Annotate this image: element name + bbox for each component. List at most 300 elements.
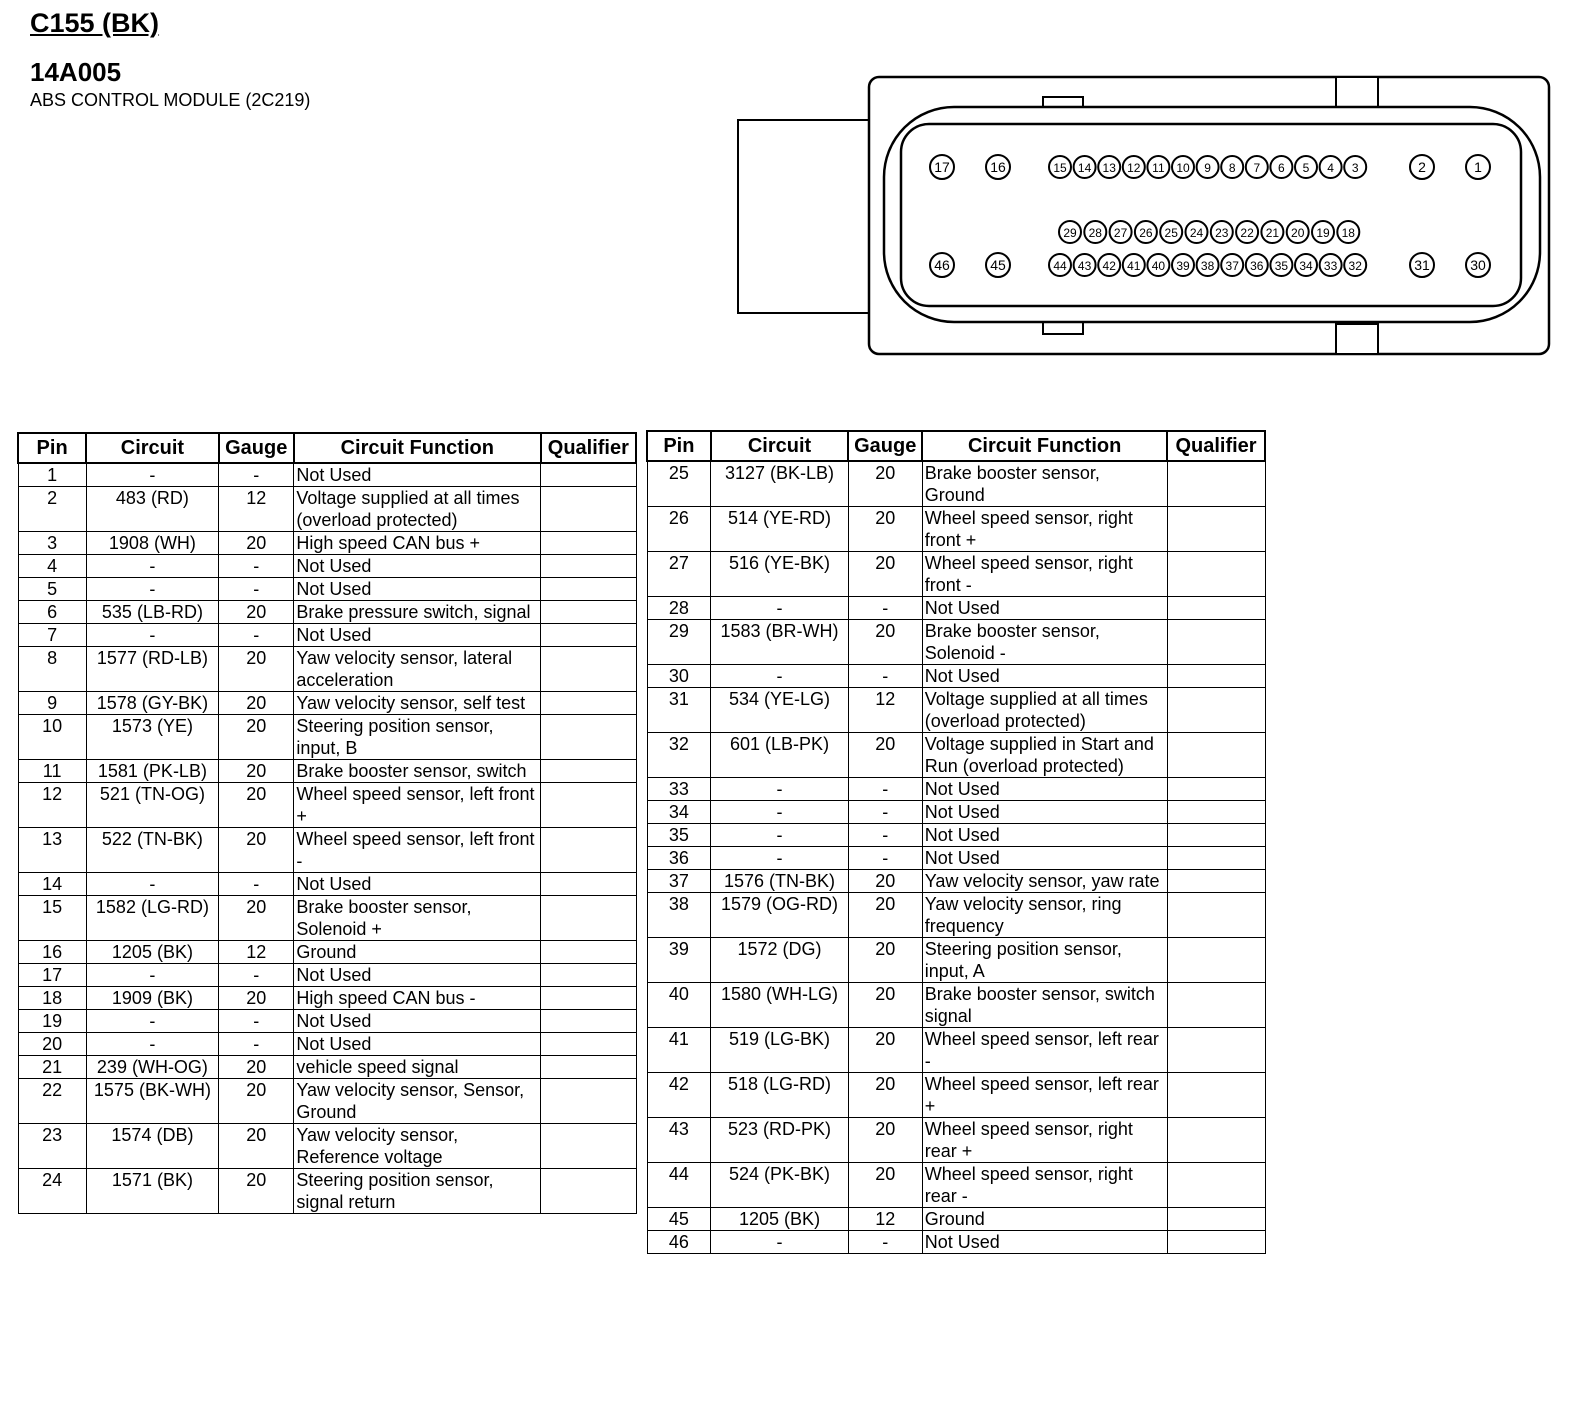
circuit-cell: - [711, 801, 848, 824]
pin-number-21: 21 [1265, 226, 1280, 240]
table-header-row [18, 433, 636, 463]
pin-number-28: 28 [1088, 226, 1102, 240]
table-row [18, 1033, 636, 1056]
table-row [647, 597, 1265, 620]
table-row [18, 1010, 636, 1033]
function-cell: Ground [294, 941, 541, 964]
function-cell: Brake booster sensor, Ground [922, 461, 1167, 507]
qualifier-cell [1167, 1073, 1265, 1118]
gauge-cell: - [219, 873, 294, 896]
qualifier-cell [541, 1169, 636, 1214]
pin-number-34: 34 [1299, 259, 1313, 273]
pin-number-10: 10 [1176, 161, 1190, 175]
gauge-cell: 20 [848, 552, 922, 597]
pin-cell: 3 [18, 532, 86, 555]
connector-face-diagram [736, 72, 1556, 362]
circuit-cell: 1574 (DB) [86, 1124, 218, 1169]
circuit-cell: 1571 (BK) [86, 1169, 218, 1214]
qualifier-cell [541, 692, 636, 715]
pin-cell: 1 [18, 463, 86, 487]
pin-number-33: 33 [1323, 259, 1338, 273]
pin-cell: 41 [647, 1028, 711, 1073]
table-row [18, 463, 636, 487]
qualifier-cell [1167, 665, 1265, 688]
gauge-cell: 20 [219, 783, 294, 828]
circuit-cell: 521 (TN-OG) [86, 783, 218, 828]
pin-cell: 12 [18, 783, 86, 828]
pin-cell: 24 [18, 1169, 86, 1214]
gauge-cell: 20 [848, 1073, 922, 1118]
function-cell: Not Used [922, 778, 1167, 801]
pin-number-39: 39 [1176, 259, 1190, 273]
gauge-cell: 20 [848, 893, 922, 938]
pin-cell: 16 [18, 941, 86, 964]
gauge-cell: - [219, 1010, 294, 1033]
circuit-cell: 1581 (PK-LB) [86, 760, 218, 783]
table-row [647, 665, 1265, 688]
gauge-cell: - [219, 463, 294, 487]
pin-number-30: 30 [1470, 257, 1486, 273]
table-row [18, 487, 636, 532]
qualifier-cell [541, 715, 636, 760]
function-cell: Not Used [294, 1010, 541, 1033]
pin-cell: 45 [647, 1208, 711, 1231]
function-cell: Not Used [922, 801, 1167, 824]
circuit-cell: 601 (LB-PK) [711, 733, 848, 778]
qualifier-cell [541, 1033, 636, 1056]
connector-key-top [1336, 77, 1378, 107]
circuit-cell: 239 (WH-OG) [86, 1056, 218, 1079]
table-row [647, 507, 1265, 552]
qualifier-cell [1167, 461, 1265, 507]
circuit-cell: 1908 (WH) [86, 532, 218, 555]
qualifier-cell [541, 783, 636, 828]
gauge-cell: - [219, 624, 294, 647]
qualifier-cell [541, 463, 636, 487]
header-function: Circuit Function [922, 431, 1167, 461]
pin-number-16: 16 [990, 159, 1006, 175]
module-name: ABS CONTROL MODULE (2C219) [30, 90, 311, 110]
circuit-cell: - [86, 1010, 218, 1033]
pin-number-17: 17 [934, 159, 950, 175]
qualifier-cell [541, 828, 636, 873]
gauge-cell: - [848, 847, 922, 870]
table-row [647, 847, 1265, 870]
gauge-cell: 20 [848, 1118, 922, 1163]
pin-number-7: 7 [1253, 161, 1261, 175]
qualifier-cell [1167, 983, 1265, 1028]
function-cell: Yaw velocity sensor, Sensor, Ground [294, 1079, 541, 1124]
function-cell: Not Used [294, 555, 541, 578]
table-row [18, 692, 636, 715]
qualifier-cell [1167, 620, 1265, 665]
pin-number-29: 29 [1063, 226, 1077, 240]
pin-cell: 25 [647, 461, 711, 507]
pin-number-35: 35 [1274, 259, 1289, 273]
connector-side-stub [738, 120, 871, 313]
circuit-cell: - [711, 847, 848, 870]
table-row [647, 983, 1265, 1028]
gauge-cell: - [848, 1231, 922, 1254]
gauge-cell: 20 [219, 601, 294, 624]
function-cell: Wheel speed sensor, left rear - [922, 1028, 1167, 1073]
function-cell: Brake booster sensor, Solenoid - [922, 620, 1167, 665]
function-cell: Not Used [294, 578, 541, 601]
gauge-cell: 20 [219, 647, 294, 692]
table-row [647, 733, 1265, 778]
gauge-cell: 20 [219, 987, 294, 1010]
pin-number-2: 2 [1418, 159, 1426, 175]
circuit-cell: 1578 (GY-BK) [86, 692, 218, 715]
gauge-cell: - [848, 665, 922, 688]
function-cell: Yaw velocity sensor, self test [294, 692, 541, 715]
pin-cell: 32 [647, 733, 711, 778]
circuit-cell: 535 (LB-RD) [86, 601, 218, 624]
table-row [647, 461, 1265, 507]
pin-number-3: 3 [1351, 161, 1359, 175]
pin-table-right [646, 430, 1266, 1254]
table-row [18, 1056, 636, 1079]
function-cell: Brake booster sensor, Solenoid + [294, 896, 541, 941]
function-cell: Not Used [294, 463, 541, 487]
function-cell: Not Used [922, 847, 1167, 870]
table-row [18, 873, 636, 896]
pin-number-19: 19 [1316, 226, 1330, 240]
qualifier-cell [541, 964, 636, 987]
qualifier-cell [1167, 778, 1265, 801]
pin-number-20: 20 [1291, 226, 1305, 240]
table-row [18, 1169, 636, 1214]
header-function: Circuit Function [294, 433, 541, 463]
pin-number-4: 4 [1327, 161, 1334, 175]
circuit-cell: - [711, 778, 848, 801]
table-row [18, 941, 636, 964]
header-gauge: Gauge [219, 433, 294, 463]
pin-number-18: 18 [1341, 226, 1355, 240]
circuit-cell: 1575 (BK-WH) [86, 1079, 218, 1124]
header-pin: Pin [647, 431, 711, 461]
header-gauge: Gauge [848, 431, 922, 461]
header-pin: Pin [18, 433, 86, 463]
pin-cell: 5 [18, 578, 86, 601]
function-cell: Not Used [922, 665, 1167, 688]
table-row [647, 688, 1265, 733]
header-qualifier: Qualifier [1167, 431, 1265, 461]
pin-cell: 2 [18, 487, 86, 532]
circuit-cell: - [711, 597, 848, 620]
function-cell: Wheel speed sensor, right rear + [922, 1118, 1167, 1163]
pin-number-15: 15 [1053, 161, 1067, 175]
gauge-cell: 20 [848, 938, 922, 983]
gauge-cell: 20 [219, 828, 294, 873]
function-cell: Yaw velocity sensor, ring frequency [922, 893, 1167, 938]
pin-cell: 15 [18, 896, 86, 941]
table-row [18, 1079, 636, 1124]
pin-number-22: 22 [1240, 226, 1254, 240]
pin-number-23: 23 [1215, 226, 1229, 240]
function-cell: Not Used [294, 624, 541, 647]
qualifier-cell [1167, 801, 1265, 824]
circuit-cell: - [711, 665, 848, 688]
table-row [18, 715, 636, 760]
circuit-cell: 518 (LG-RD) [711, 1073, 848, 1118]
qualifier-cell [541, 532, 636, 555]
pin-cell: 30 [647, 665, 711, 688]
circuit-cell: - [86, 555, 218, 578]
table-row [647, 1028, 1265, 1073]
circuit-cell: 1579 (OG-RD) [711, 893, 848, 938]
circuit-cell: - [86, 463, 218, 487]
gauge-cell: 20 [219, 715, 294, 760]
qualifier-cell [1167, 552, 1265, 597]
pin-cell: 11 [18, 760, 86, 783]
pin-cell: 9 [18, 692, 86, 715]
pin-number-45: 45 [990, 257, 1006, 273]
gauge-cell: - [219, 578, 294, 601]
table-row [18, 647, 636, 692]
pin-number-32: 32 [1348, 259, 1362, 273]
gauge-cell: 20 [848, 507, 922, 552]
pin-number-6: 6 [1278, 161, 1285, 175]
gauge-cell: - [219, 964, 294, 987]
pin-number-26: 26 [1139, 226, 1153, 240]
function-cell: Wheel speed sensor, right front - [922, 552, 1167, 597]
function-cell: High speed CAN bus + [294, 532, 541, 555]
gauge-cell: 20 [219, 1169, 294, 1214]
gauge-cell: - [848, 597, 922, 620]
gauge-cell: - [848, 824, 922, 847]
table-row [647, 1231, 1265, 1254]
header-qualifier: Qualifier [541, 433, 636, 463]
pin-cell: 17 [18, 964, 86, 987]
table-row [18, 555, 636, 578]
function-cell: Wheel speed sensor, right front + [922, 507, 1167, 552]
circuit-cell: 1576 (TN-BK) [711, 870, 848, 893]
qualifier-cell [541, 578, 636, 601]
pin-number-24: 24 [1189, 226, 1204, 240]
circuit-cell: 514 (YE-RD) [711, 507, 848, 552]
qualifier-cell [1167, 893, 1265, 938]
pin-number-8: 8 [1228, 161, 1236, 175]
pin-number-27: 27 [1113, 226, 1128, 240]
pin-number-37: 37 [1225, 259, 1239, 273]
circuit-cell: - [86, 873, 218, 896]
pin-number-5: 5 [1302, 161, 1310, 175]
gauge-cell: 20 [848, 1028, 922, 1073]
pin-number-38: 38 [1200, 259, 1215, 273]
gauge-cell: 12 [848, 688, 922, 733]
qualifier-cell [541, 624, 636, 647]
table-row [18, 760, 636, 783]
pin-number-46: 46 [934, 257, 950, 273]
pin-cell: 37 [647, 870, 711, 893]
pin-number-9: 9 [1204, 161, 1211, 175]
pin-cell: 21 [18, 1056, 86, 1079]
pin-cell: 6 [18, 601, 86, 624]
table-row [18, 896, 636, 941]
circuit-cell: 1582 (LG-RD) [86, 896, 218, 941]
pin-cell: 35 [647, 824, 711, 847]
pin-table-left [17, 432, 637, 1214]
pin-number-41: 41 [1127, 259, 1141, 273]
gauge-cell: - [219, 555, 294, 578]
gauge-cell: 20 [848, 1163, 922, 1208]
header-circuit: Circuit [711, 431, 848, 461]
qualifier-cell [1167, 1231, 1265, 1254]
qualifier-cell [541, 987, 636, 1010]
pin-number-42: 42 [1102, 259, 1116, 273]
pin-number-25: 25 [1164, 226, 1178, 240]
pin-number-43: 43 [1077, 259, 1092, 273]
qualifier-cell [541, 941, 636, 964]
function-cell: Wheel speed sensor, left front + [294, 783, 541, 828]
table-row [18, 783, 636, 828]
table-row [18, 532, 636, 555]
gauge-cell: - [219, 1033, 294, 1056]
table-row [18, 1124, 636, 1169]
circuit-cell: 1577 (RD-LB) [86, 647, 218, 692]
function-cell: Steering position sensor, input, B [294, 715, 541, 760]
table-header-row [647, 431, 1265, 461]
function-cell: Steering position sensor, input, A [922, 938, 1167, 983]
qualifier-cell [1167, 870, 1265, 893]
table-row [18, 987, 636, 1010]
connector-key-bottom [1336, 324, 1378, 354]
gauge-cell: 20 [219, 692, 294, 715]
gauge-cell: 20 [219, 1124, 294, 1169]
qualifier-cell [541, 1079, 636, 1124]
connector-latch-bottom [1043, 322, 1083, 334]
function-cell: Ground [922, 1208, 1167, 1231]
qualifier-cell [1167, 824, 1265, 847]
table-row [18, 601, 636, 624]
pin-cell: 22 [18, 1079, 86, 1124]
gauge-cell: 12 [848, 1208, 922, 1231]
table-row [18, 828, 636, 873]
gauge-cell: 20 [848, 870, 922, 893]
pin-cell: 44 [647, 1163, 711, 1208]
table-row [647, 824, 1265, 847]
circuit-cell: 1205 (BK) [711, 1208, 848, 1231]
function-cell: Wheel speed sensor, left front - [294, 828, 541, 873]
pin-number-44: 44 [1053, 259, 1067, 273]
table-row [647, 1073, 1265, 1118]
function-cell: Wheel speed sensor, right rear - [922, 1163, 1167, 1208]
pin-number-11: 11 [1152, 161, 1165, 175]
table-row [18, 964, 636, 987]
circuit-cell: - [86, 624, 218, 647]
circuit-cell: 534 (YE-LG) [711, 688, 848, 733]
qualifier-cell [541, 1124, 636, 1169]
pin-cell: 43 [647, 1118, 711, 1163]
pin-number-1: 1 [1474, 159, 1482, 175]
circuit-cell: 1909 (BK) [86, 987, 218, 1010]
circuit-cell: - [86, 578, 218, 601]
table-row [647, 1208, 1265, 1231]
pin-cell: 27 [647, 552, 711, 597]
circuit-cell: 524 (PK-BK) [711, 1163, 848, 1208]
pin-number-12: 12 [1127, 161, 1141, 175]
pin-cell: 38 [647, 893, 711, 938]
qualifier-cell [541, 647, 636, 692]
function-cell: Brake pressure switch, signal [294, 601, 541, 624]
gauge-cell: - [848, 801, 922, 824]
table-row [647, 870, 1265, 893]
qualifier-cell [541, 555, 636, 578]
function-cell: Brake booster sensor, switch signal [922, 983, 1167, 1028]
qualifier-cell [541, 1056, 636, 1079]
function-cell: Not Used [294, 964, 541, 987]
function-cell: Brake booster sensor, switch [294, 760, 541, 783]
pin-cell: 29 [647, 620, 711, 665]
pin-cell: 23 [18, 1124, 86, 1169]
circuit-cell: 1205 (BK) [86, 941, 218, 964]
circuit-cell: 1583 (BR-WH) [711, 620, 848, 665]
pin-cell: 8 [18, 647, 86, 692]
gauge-cell: 20 [848, 461, 922, 507]
pin-number-13: 13 [1102, 161, 1116, 175]
function-cell: Not Used [922, 1231, 1167, 1254]
function-cell: Yaw velocity sensor, lateral acceleration [294, 647, 541, 692]
circuit-cell: - [711, 1231, 848, 1254]
qualifier-cell [541, 601, 636, 624]
qualifier-cell [1167, 938, 1265, 983]
qualifier-cell [541, 1010, 636, 1033]
circuit-cell: 523 (RD-PK) [711, 1118, 848, 1163]
gauge-cell: 12 [219, 941, 294, 964]
table-row [647, 552, 1265, 597]
pin-cell: 18 [18, 987, 86, 1010]
function-cell: Yaw velocity sensor, yaw rate [922, 870, 1167, 893]
pin-cell: 10 [18, 715, 86, 760]
function-cell: Yaw velocity sensor, Reference voltage [294, 1124, 541, 1169]
gauge-cell: 20 [848, 733, 922, 778]
circuit-cell: 3127 (BK-LB) [711, 461, 848, 507]
pin-cell: 26 [647, 507, 711, 552]
qualifier-cell [541, 760, 636, 783]
table-row [647, 1118, 1265, 1163]
pin-cell: 28 [647, 597, 711, 620]
gauge-cell: 20 [219, 896, 294, 941]
gauge-cell: - [848, 778, 922, 801]
table-row [647, 1163, 1265, 1208]
part-number: 14A005 [30, 57, 122, 87]
pin-cell: 46 [647, 1231, 711, 1254]
circuit-cell: 1573 (YE) [86, 715, 218, 760]
function-cell: vehicle speed signal [294, 1056, 541, 1079]
qualifier-cell [1167, 507, 1265, 552]
circuit-cell: 522 (TN-BK) [86, 828, 218, 873]
pin-number-36: 36 [1250, 259, 1264, 273]
table-row [18, 578, 636, 601]
qualifier-cell [1167, 847, 1265, 870]
function-cell: Not Used [922, 824, 1167, 847]
pin-number-14: 14 [1077, 161, 1092, 175]
pin-cell: 14 [18, 873, 86, 896]
function-cell: Not Used [922, 597, 1167, 620]
table-row [647, 893, 1265, 938]
pin-cell: 33 [647, 778, 711, 801]
qualifier-cell [1167, 1163, 1265, 1208]
gauge-cell: 20 [848, 620, 922, 665]
gauge-cell: 20 [219, 1079, 294, 1124]
pin-cell: 7 [18, 624, 86, 647]
header-circuit: Circuit [86, 433, 218, 463]
function-cell: Steering position sensor, signal return [294, 1169, 541, 1214]
qualifier-cell [1167, 688, 1265, 733]
document-header [30, 8, 310, 111]
pin-cell: 40 [647, 983, 711, 1028]
